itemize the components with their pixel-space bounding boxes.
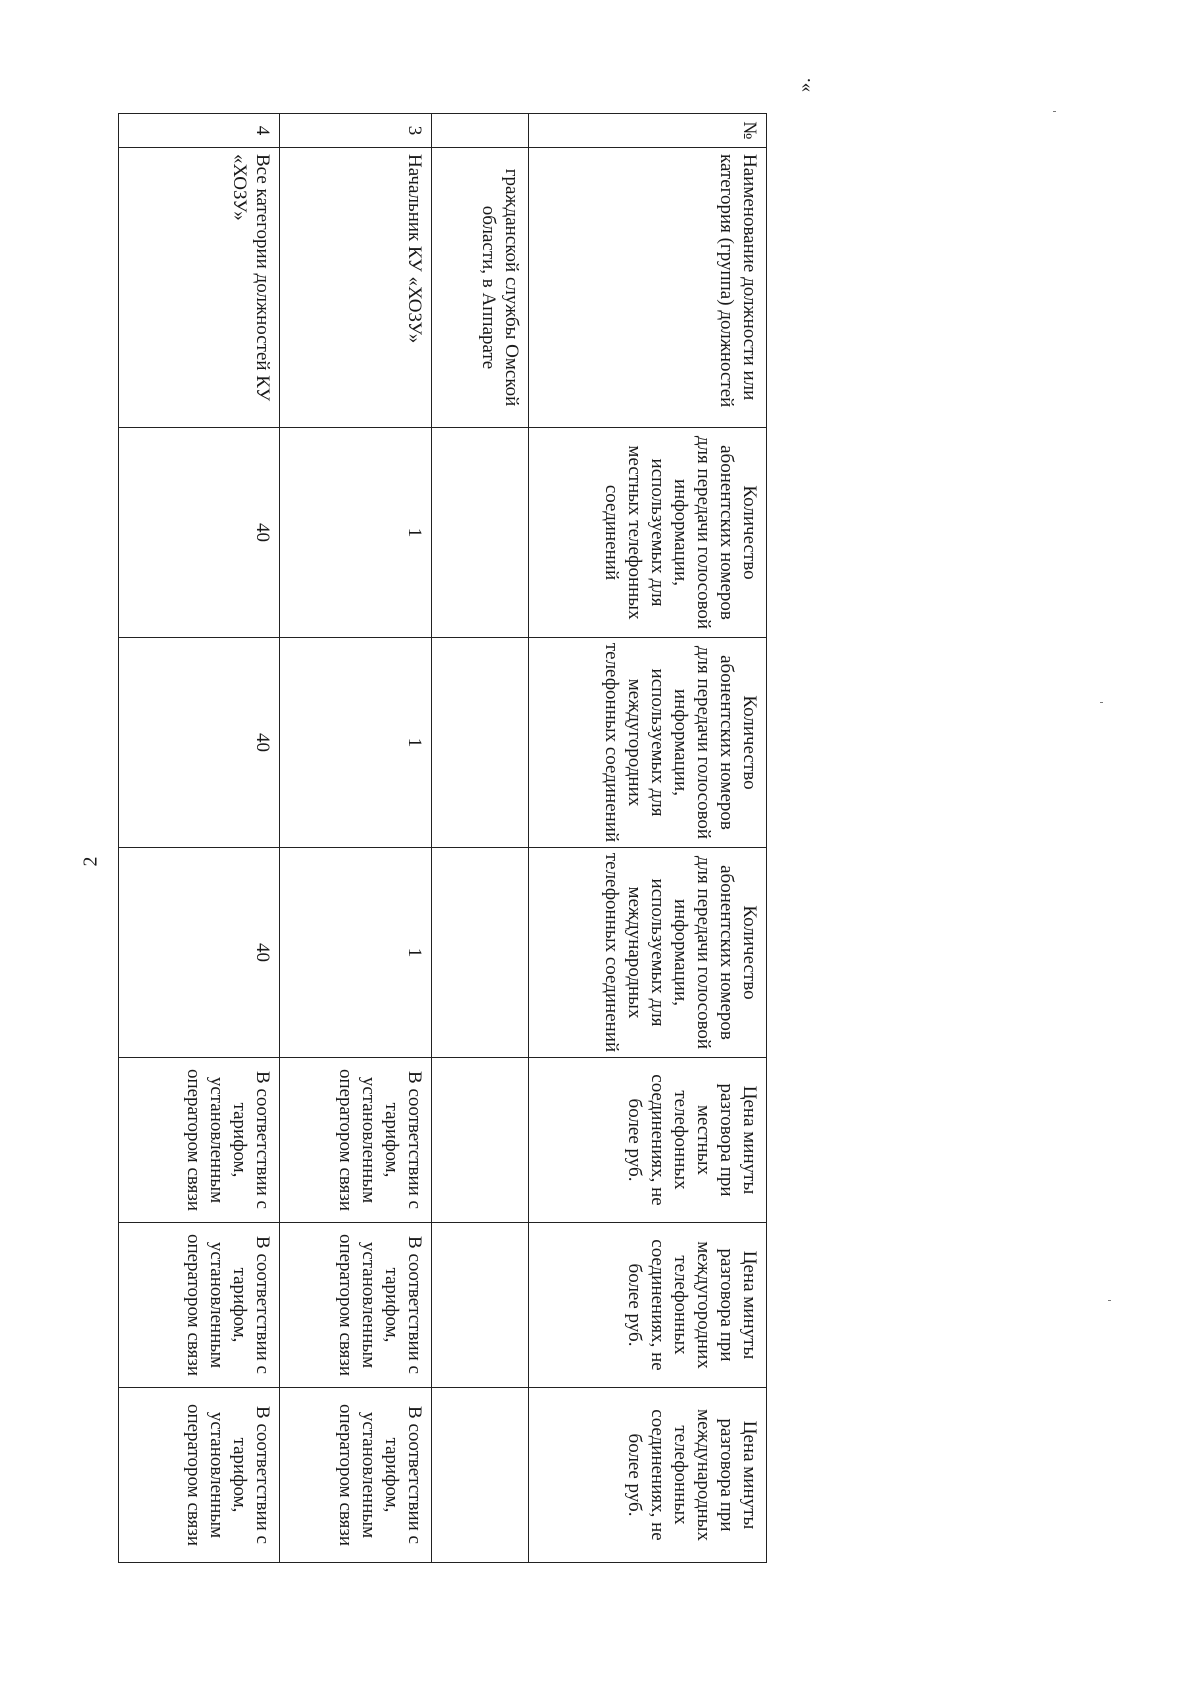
table-cell: 40: [119, 428, 280, 638]
table-cell: 3: [280, 114, 432, 148]
header-cell-international-numbers: Количество абонентских номеров для передачи голосовой информации, используемых для международных телефонных соединений: [529, 848, 767, 1058]
rotated-table-wrapper: [119, 113, 767, 1562]
scan-speck: [1100, 702, 1103, 703]
header-cell-local-numbers: Количество абонентских номеров для передачи голосовой информации, используемых для местных телефонных соединений: [529, 428, 767, 638]
table-row: [432, 114, 529, 1563]
table-cell: [432, 638, 529, 848]
header-cell-local-price: Цена минуты разговора при местных телефонных соединениях, не более руб.: [529, 1058, 767, 1223]
table-cell: 1: [280, 428, 432, 638]
table-cell: 1: [280, 848, 432, 1058]
table-cell: [432, 1223, 529, 1388]
page-number: 2: [79, 856, 102, 867]
table-cell: В соответствии с тарифом, установленным оператором связи: [119, 1058, 280, 1223]
header-cell-long-distance-numbers: Количество абонентских номеров для передачи голосовой информации, используемых для междугородних телефонных соединений: [529, 638, 767, 848]
table-cell: гражданской службы Омской области, в Аппарате: [432, 148, 529, 428]
table-row: [280, 114, 432, 1563]
table-cell: В соответствии с тарифом, установленным оператором связи: [280, 1388, 432, 1563]
table-cell: [432, 1058, 529, 1223]
table-cell: Все категории должностей КУ «ХОЗУ»: [119, 148, 280, 428]
table-cell: В соответствии с тарифом, установленным оператором связи: [280, 1223, 432, 1388]
telephony-norms-table: [118, 113, 767, 1563]
table-cell: В соответствии с тарифом, установленным оператором связи: [119, 1388, 280, 1563]
table-header-row: [529, 114, 767, 1563]
table-cell: В соответствии с тарифом, установленным оператором связи: [119, 1223, 280, 1388]
header-cell-international-price: Цена минуты разговора при международных телефонных соединениях, не более руб.: [529, 1388, 767, 1563]
header-cell-long-distance-price: Цена минуты разговора при междугородних телефонных соединениях, не более руб.: [529, 1223, 767, 1388]
table-row: [119, 114, 280, 1563]
header-cell-number: №: [529, 114, 767, 148]
scan-speck: [1108, 1300, 1111, 1301]
header-cell-position: Наименование должности или категория (группа) должностей: [529, 148, 767, 428]
table-cell: [432, 1388, 529, 1563]
scan-speck: [1053, 111, 1056, 112]
table-cell: 4: [119, 114, 280, 148]
table-cell: [432, 114, 529, 148]
table-cell: [432, 848, 529, 1058]
table-cell: 40: [119, 638, 280, 848]
table-cell: В соответствии с тарифом, установленным оператором связи: [280, 1058, 432, 1223]
table-cell: 40: [119, 848, 280, 1058]
table-cell: [432, 428, 529, 638]
table-cell: 1: [280, 638, 432, 848]
table-cell: Начальник КУ «ХОЗУ»: [280, 148, 432, 428]
closing-quote-mark: ».: [794, 77, 815, 93]
